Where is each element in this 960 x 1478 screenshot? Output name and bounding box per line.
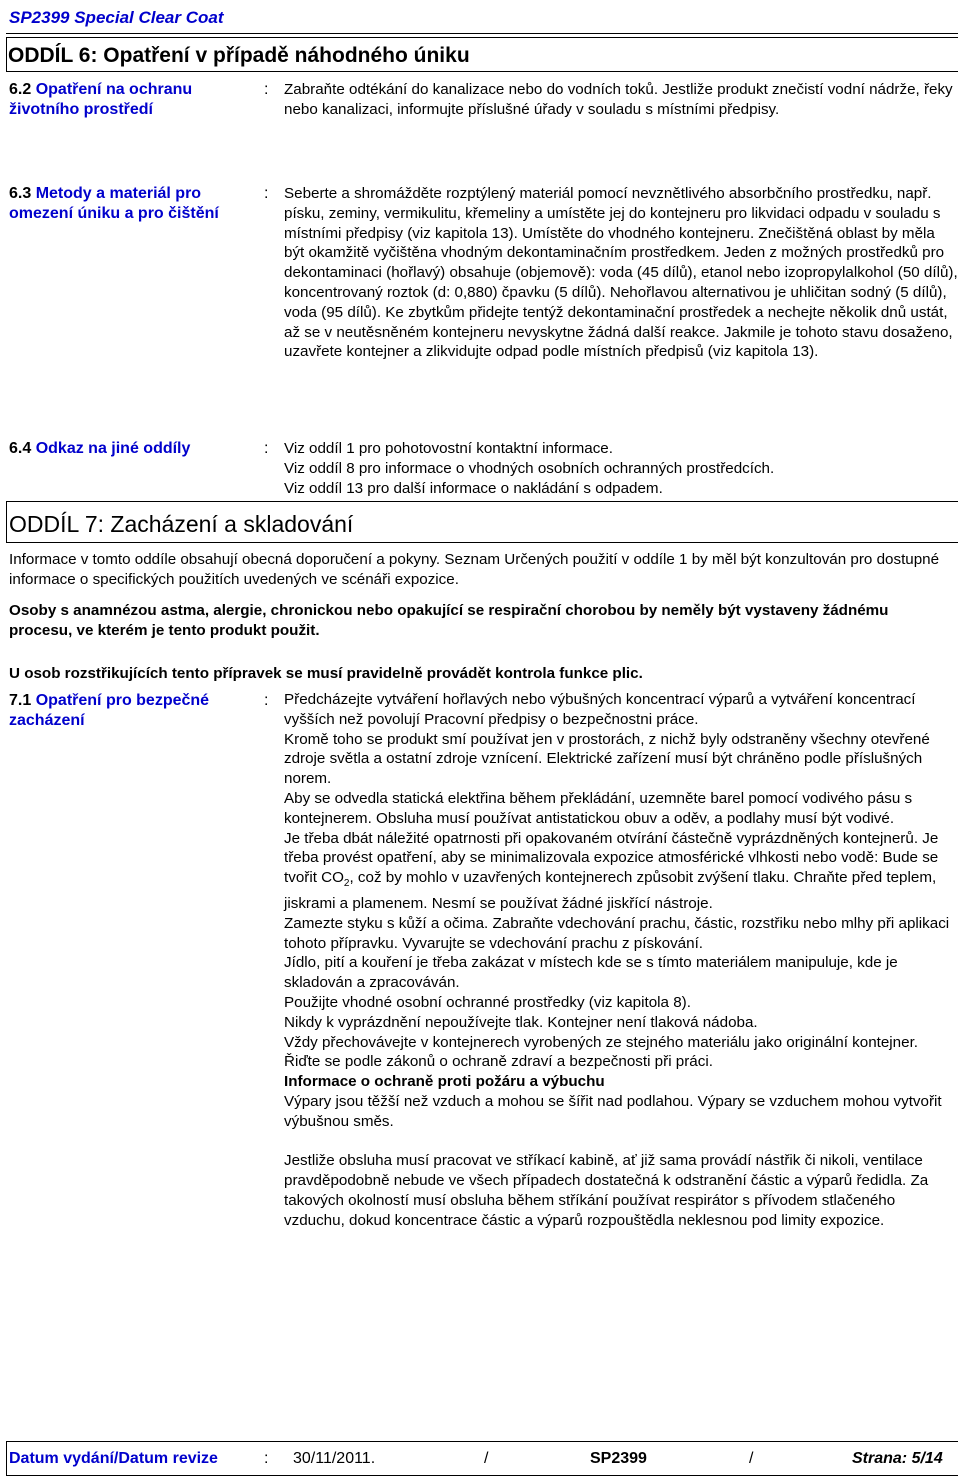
- section-6-4-label: [9, 439, 249, 459]
- footer-colon: :: [264, 1450, 269, 1467]
- section-6-4-line: Viz oddíl 8 pro informace o vhodných osobních ochranných prostředcích.: [284, 459, 775, 477]
- section-6-3-label: [9, 184, 249, 224]
- section-6-4-text: [284, 439, 956, 498]
- co2-subscript: 2: [343, 878, 350, 890]
- section-6-3-text: Seberte a shromážděte rozptýlený materiál pomocí nevznětlivého absorbčního prostředku, např. písku, zeminy, vermikulitu, křemeliny a umístěte jej do kontejneru pro likvidaci odpadu v souladu s místními předpisy (viz kapitola 13). Umístěte do vhodného kontejneru. Znečištěná oblast by měla být okamžitě vyčištěna vhodným dekontaminačním prostředkem. Jeden z možných prostředků pro dekontaminaci (hořlavý) obsahuje (objemově): voda (45 dílů), etanol nebo izopropylalkohol (50 dílů), koncentrovaný roztok (d: 0,880) čpavku (5 dílů). Nehořlavou alternativou je uhličitan sodný (5 dílů), voda (95 dílů). Ke zbytkům přidejte tentýž dekontaminační prostředek a nechejte několik dnů ustát, až se v neutěsněném kontejneru nevyskytne žádná další reakce. Jakmile je tohoto stavu dosaženo, uzavřete kontejner a zlikvidujte odpad podle místních předpisů (viz kapitola 13).: [284, 185, 958, 361]
- section-6-title: ODDÍL 6: Opatření v případě náhodného úniku: [8, 44, 470, 67]
- section-7-1-colon: :: [264, 692, 269, 709]
- footer-revision-label: Datum vydání/Datum revize: [9, 1450, 218, 1467]
- fire-protection-text: Výpary jsou těžší než vzduch a mohou se šířit nad podlahou. Výpary se vzduchem mohou vytvořit výbušnou směs.: [284, 1092, 942, 1130]
- handling-paragraph: [284, 829, 956, 914]
- fire-protection-heading: Informace o ochraně proti požáru a výbuchu: [284, 1073, 605, 1091]
- handling-paragraph-part: , což by mohlo v uzavřených kontejnerech způsobit zvýšení tlaku. Chraňte před teplem, jiskrami a plamenem. Nesmí se používat žádné jiskřící nástroje.: [284, 869, 937, 912]
- section-6-4-line: Viz oddíl 1 pro pohotovostní kontaktní informace.: [284, 440, 613, 457]
- handling-paragraph-part: Je třeba dbát náležité opatrnosti při opakovaném otvírání částečně vyprázdněných kontejnerů. Je třeba provést opatření, aby se minimalizovala expozice atmosférické vlhkosti nebo vodě: Bude se tvořit CO: [284, 829, 939, 887]
- section-6-4-title: Odkaz na jiné oddíly: [35, 440, 191, 457]
- handling-paragraph: Zamezte styku s kůží a očima. Zabraňte vdechování prachu, částic, rozstřiku nebo mlhy při aplikaci tohoto přípravku. Vyvarujte se vdechování prachu z pískování.: [284, 914, 950, 952]
- section-7-1-title: Opatření pro bezpečné zacházení: [9, 692, 210, 729]
- section-7-1-text: [284, 690, 956, 1231]
- section-7-intro: Informace v tomto oddíle obsahují obecná doporučení a pokyny. Seznam Určených použití v oddíle 1 by měl být konzultován pro dostupné informace o specifických použitích uvedených ve scénáři expozice.: [9, 551, 940, 588]
- handling-paragraph: Řiďte se podle zákonů o ochraně zdraví a bezpečnosti při práci.: [284, 1053, 713, 1071]
- section-6-3-colon: :: [264, 185, 269, 202]
- handling-paragraph: Jídlo, pití a kouření je třeba zakázat v místech kde se s tímto materiálem manipuluje, kde je skladován a zpracováván.: [284, 954, 898, 992]
- footer-separator: /: [484, 1450, 489, 1467]
- section-7-title: ODDÍL 7: Zacházení a skladování: [9, 511, 354, 537]
- section-6-4-colon: :: [264, 440, 269, 457]
- footer-product-code: SP2399: [590, 1450, 647, 1467]
- handling-paragraph: Použijte vhodné osobní ochranné prostředky (viz kapitola 8).: [284, 993, 691, 1011]
- section-6-2-text: Zabraňte odtékání do kanalizace nebo do vodních toků. Jestliže produkt znečistí vodní nádrže, řeky nebo kanalizaci, informujte příslušné úřady v souladu s místními předpisy.: [284, 81, 953, 118]
- section-7-1-number: 7.1: [9, 692, 32, 709]
- handling-paragraph: Aby se odvedla statická elektřina během překládání, uzemněte barel pomocí vodivého pásu s kontejnerem. Obsluha musí používat antistatickou obuv a oděv, a podlahy musí být vodivé.: [284, 789, 913, 827]
- handling-paragraph: Vždy přechovávejte v kontejnerech vyrobených ze stejného materiálu jako originální kontejner.: [284, 1033, 919, 1051]
- section-6-3-title: Metody a materiál pro omezení úniku a pro čištění: [9, 185, 219, 222]
- section-6-2-number: 6.2: [9, 81, 32, 98]
- footer-date: 30/11/2011.: [293, 1450, 376, 1467]
- spray-booth-text: Jestliže obsluha musí pracovat ve stříkací kabině, ať již sama provádí nástřik či nikoli, ventilace pravděpodobně nebude ve všech případech dostatečná k odstranění částic a výparů ředidla. Za takových okolností musí obsluha během stříkání používat respirátor s přívodem stlačeného vzduchu, dokud koncentrace částic a výparů rozpouštědla neklesnou pod limity expozice.: [284, 1152, 929, 1229]
- footer-separator: /: [749, 1450, 754, 1467]
- section-6-4-line: Viz oddíl 13 pro další informace o nakládání s odpadem.: [284, 479, 663, 497]
- section-7-warning-asthma: Osoby s anamnézou astma, alergie, chronickou nebo opakující se respirační chorobou by neměly být vystaveny žádnému procesu, ve kterém je tento produkt použit.: [9, 602, 889, 639]
- section-6-4-number: 6.4: [9, 440, 32, 457]
- handling-paragraph: Kromě toho se produkt smí používat jen v prostorách, z nichž byly odstraněny všechny otevřené zdroje světla a ostatní zdroje vznícení. Elektrické zařízení musí být chráněno podle příslušných norem.: [284, 730, 930, 788]
- handling-paragraph: Předcházejte vytváření hořlavých nebo výbušných koncentrací výparů a vytváření koncentrací vyšších než povolují Pracovní předpisy o bezpečnostni práce.: [284, 691, 916, 728]
- header-rule: [6, 33, 958, 34]
- section-6-3-number: 6.3: [9, 185, 32, 202]
- handling-paragraph: Nikdy k vyprázdnění nepoužívejte tlak. Kontejner není tlaková nádoba.: [284, 1013, 758, 1031]
- section-6-2-colon: :: [264, 81, 269, 98]
- footer-page-number: Strana: 5/14: [852, 1450, 943, 1467]
- section-6-2-label: [9, 80, 249, 120]
- section-7-1-label: [9, 691, 249, 731]
- section-7-warning-lung: U osob rozstřikujících tento přípravek se musí pravidelně provádět kontrola funkce plic.: [9, 665, 643, 682]
- document-title: SP2399 Special Clear Coat: [9, 8, 224, 27]
- section-6-2-title: Opatření na ochranu životního prostředí: [9, 81, 193, 118]
